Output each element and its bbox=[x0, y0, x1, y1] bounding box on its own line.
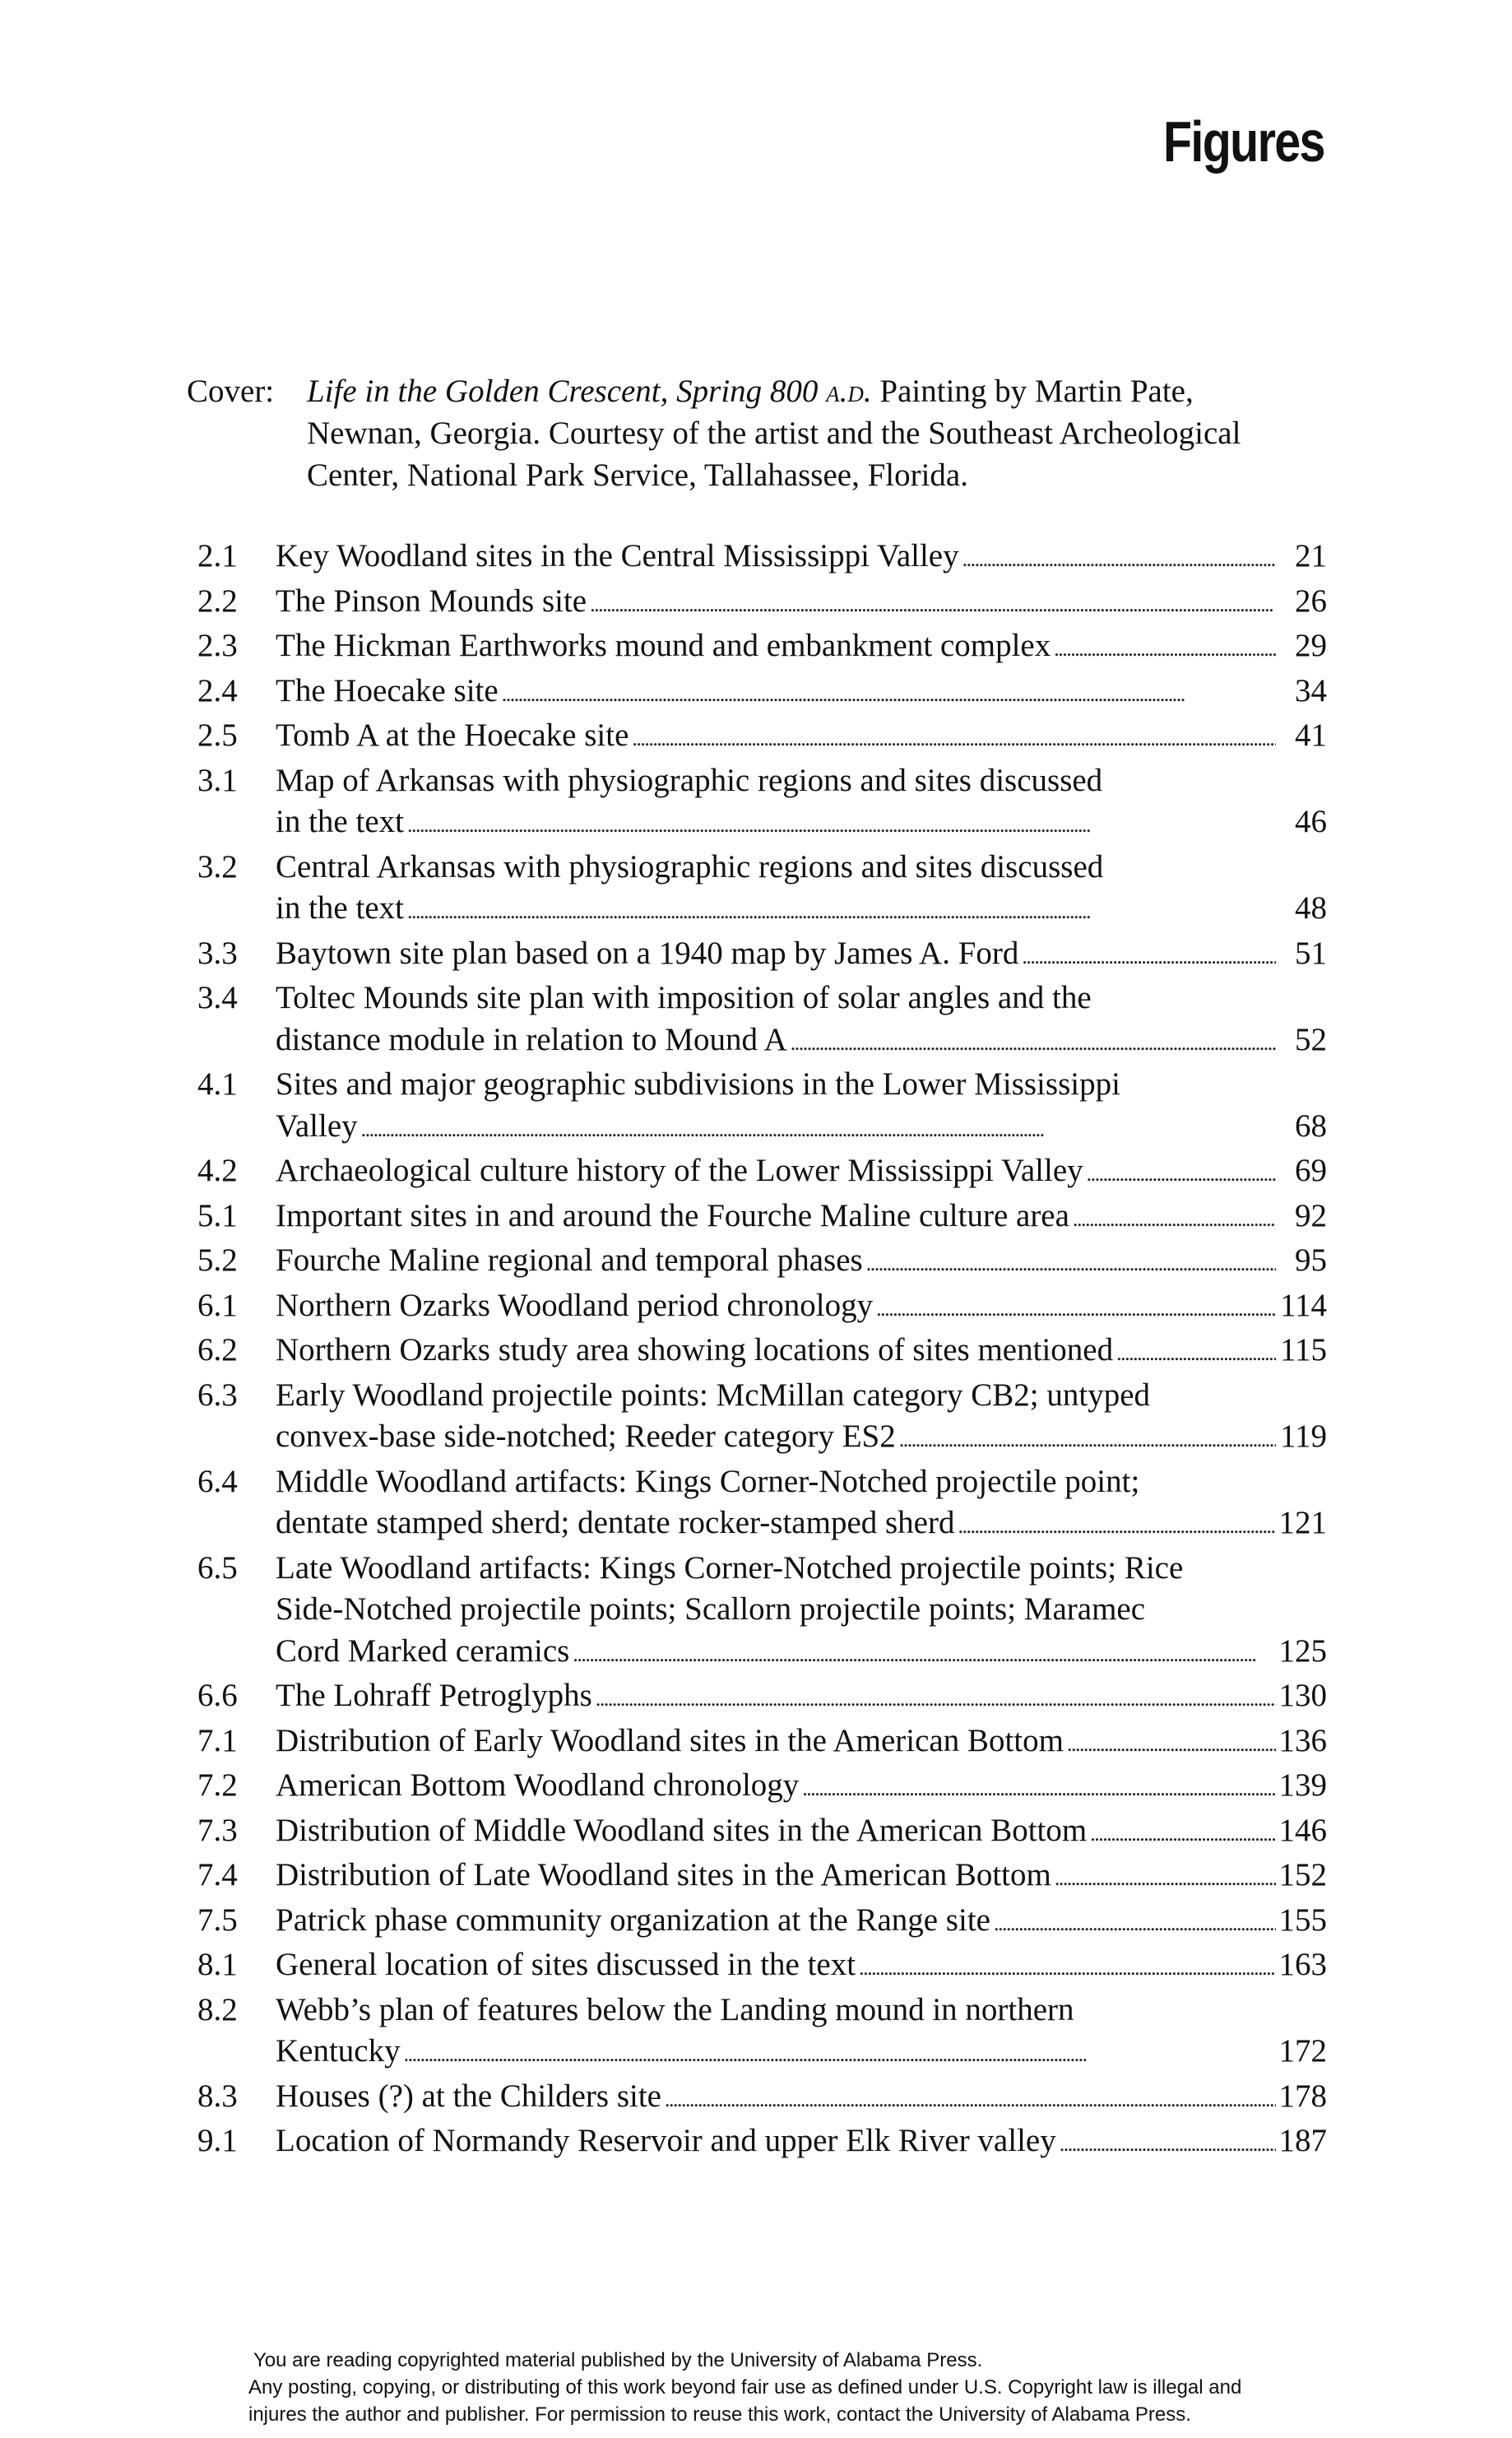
figure-caption bbox=[276, 1944, 1327, 1990]
figure-page-number: 130 bbox=[1278, 1678, 1327, 1713]
figure-caption bbox=[276, 1675, 1327, 1721]
figure-entry bbox=[197, 1855, 1327, 1900]
figure-caption-text: Early Woodland projectile points: McMillan category CB2; untyped bbox=[276, 1377, 1151, 1413]
figure-caption-line bbox=[276, 1900, 1327, 1945]
figure-page-number: 178 bbox=[1278, 2078, 1327, 2114]
figure-caption bbox=[276, 1196, 1327, 1241]
figure-caption-text: Houses (?) at the Childers site bbox=[276, 2078, 661, 2114]
figure-caption-text: Key Woodland sites in the Central Mississippi Valley bbox=[276, 538, 959, 574]
figure-caption bbox=[276, 1285, 1327, 1330]
dot-leader bbox=[859, 1944, 1275, 1990]
figure-entry bbox=[197, 1721, 1327, 1766]
figure-entry bbox=[197, 760, 1327, 847]
figure-number: 2.5 bbox=[197, 717, 238, 753]
figure-caption bbox=[276, 1330, 1327, 1375]
figure-caption-text: Middle Woodland artifacts: Kings Corner-Notched projectile point; bbox=[276, 1463, 1140, 1499]
figure-caption-text: dentate stamped sherd; dentate rocker-stamped sherd bbox=[276, 1505, 955, 1540]
figure-entry bbox=[197, 1990, 1327, 2076]
figure-caption-text: convex-base side-notched; Reeder category ES2 bbox=[276, 1419, 896, 1454]
figure-page-number: 29 bbox=[1295, 628, 1327, 663]
dot-leader bbox=[1054, 625, 1276, 671]
figure-caption-text: Northern Ozarks Woodland period chronology bbox=[276, 1287, 874, 1323]
figure-caption bbox=[276, 581, 1327, 626]
figure-caption-line bbox=[276, 1019, 1327, 1065]
figure-caption bbox=[276, 1810, 1327, 1855]
figure-page-number: 114 bbox=[1279, 1287, 1327, 1323]
figure-entry bbox=[197, 1548, 1327, 1676]
figure-number: 9.1 bbox=[197, 2123, 238, 2158]
figure-caption-line bbox=[276, 801, 1327, 847]
figure-number: 2.3 bbox=[197, 628, 238, 663]
figure-caption-line bbox=[276, 1589, 1327, 1631]
figure-page-number: 68 bbox=[1295, 1108, 1327, 1144]
figure-caption-line bbox=[276, 1106, 1327, 1151]
figure-caption bbox=[276, 715, 1327, 760]
dot-leader bbox=[1073, 1196, 1276, 1241]
figure-caption-text: The Hoecake site bbox=[276, 672, 499, 708]
figure-page-number: 92 bbox=[1295, 1197, 1327, 1233]
figure-caption-line bbox=[276, 1548, 1327, 1590]
dot-leader bbox=[958, 1502, 1275, 1548]
figure-caption-text: Sites and major geographic subdivisions in the Lower Mississippi bbox=[276, 1066, 1120, 1102]
dot-leader bbox=[665, 2076, 1276, 2121]
figure-caption-line bbox=[276, 2120, 1327, 2166]
figure-caption-line bbox=[276, 1721, 1327, 1766]
figure-caption-text: Patrick phase community organization at the Range site bbox=[276, 1902, 990, 1938]
figure-caption bbox=[276, 1150, 1327, 1196]
figure-number: 6.6 bbox=[197, 1678, 238, 1713]
figure-number: 6.4 bbox=[197, 1463, 238, 1499]
copyright-line: injures the author and publisher. For permission to reuse this work, contact the University of Alabama Press. bbox=[248, 2403, 1191, 2426]
figure-number: 3.4 bbox=[197, 980, 238, 1015]
figure-caption-text: The Lohraff Petroglyphs bbox=[276, 1678, 592, 1713]
figure-caption-text: Location of Normandy Reservoir and upper Elk River valley bbox=[276, 2123, 1056, 2158]
figure-number: 6.1 bbox=[197, 1287, 238, 1323]
figure-caption-line bbox=[276, 2076, 1327, 2121]
figure-caption-text: Baytown site plan based on a 1940 map by James A. Ford bbox=[276, 935, 1019, 971]
dot-leader bbox=[1055, 1855, 1276, 1900]
figure-entry bbox=[197, 1330, 1327, 1375]
figure-caption-text: Distribution of Early Woodland sites in the American Bottom bbox=[276, 1722, 1064, 1758]
figure-entry bbox=[197, 1461, 1327, 1548]
figure-entry bbox=[197, 1240, 1327, 1285]
copyright-line: Any posting, copying, or distributing of this work beyond fair use as defined under U.S. Copyright law is illegal and bbox=[248, 2376, 1242, 2399]
figure-caption-text: The Hickman Earthworks mound and embankment complex bbox=[276, 628, 1051, 663]
figure-caption-line bbox=[276, 1196, 1327, 1241]
figure-caption-text: Map of Arkansas with physiographic regions and sites discussed bbox=[276, 762, 1103, 798]
figure-entry bbox=[197, 671, 1327, 716]
figure-caption-text: Tomb A at the Hoecake site bbox=[276, 717, 629, 753]
figure-number: 7.3 bbox=[197, 1812, 238, 1848]
figure-page-number: 115 bbox=[1279, 1332, 1327, 1368]
figure-caption bbox=[276, 978, 1327, 1064]
dot-leader bbox=[866, 1240, 1276, 1285]
figure-number: 4.2 bbox=[197, 1153, 238, 1188]
cover-painting-title: Life in the Golden Crescent, Spring 800 bbox=[307, 374, 827, 409]
figure-list bbox=[197, 536, 1327, 2166]
figure-caption bbox=[276, 671, 1327, 716]
figure-caption-line bbox=[276, 581, 1327, 626]
figure-caption-text: Fourche Maline regional and temporal phases bbox=[276, 1242, 863, 1278]
figure-number: 2.4 bbox=[197, 672, 238, 708]
figure-caption-text: Important sites in and around the Fourche Maline culture area bbox=[276, 1197, 1069, 1233]
cover-era: a.d. bbox=[826, 374, 872, 409]
figure-page-number: 136 bbox=[1278, 1722, 1327, 1758]
dot-leader bbox=[962, 536, 1276, 581]
figure-number: 6.2 bbox=[197, 1332, 238, 1368]
figure-caption-text: Distribution of Middle Woodland sites in the American Bottom bbox=[276, 1812, 1088, 1848]
dot-leader bbox=[1087, 1150, 1276, 1196]
figure-number: 7.2 bbox=[197, 1767, 238, 1803]
figure-entry bbox=[197, 536, 1327, 581]
figure-page-number: 21 bbox=[1295, 538, 1327, 574]
figure-page-number: 121 bbox=[1278, 1505, 1327, 1540]
figure-caption-text: Valley bbox=[276, 1108, 358, 1144]
figure-caption-text: in the text bbox=[276, 890, 404, 926]
figure-number: 2.2 bbox=[197, 583, 238, 619]
figure-caption-line bbox=[276, 1375, 1327, 1417]
figure-number: 8.2 bbox=[197, 1991, 238, 2027]
figure-entry bbox=[197, 933, 1327, 978]
figure-entry bbox=[197, 1675, 1327, 1721]
figure-caption bbox=[276, 1548, 1327, 1676]
figure-entry bbox=[197, 1944, 1327, 1990]
figure-page-number: 172 bbox=[1278, 2033, 1327, 2069]
dot-leader bbox=[632, 715, 1276, 760]
cover-credit-line: Newnan, Georgia. Courtesy of the artist and the Southeast Archeological bbox=[307, 416, 1241, 451]
figure-caption-text: Webb’s plan of features below the Landing mound in northern bbox=[276, 1991, 1074, 2027]
figure-entry bbox=[197, 1150, 1327, 1196]
figure-entry bbox=[197, 847, 1327, 933]
figure-caption-line bbox=[276, 536, 1327, 581]
figure-page-number: 51 bbox=[1295, 935, 1327, 971]
figure-caption-line bbox=[276, 1675, 1327, 1721]
figure-page-number: 119 bbox=[1279, 1419, 1327, 1454]
figure-caption-line bbox=[276, 1765, 1327, 1810]
figure-caption-line bbox=[276, 1944, 1327, 1990]
figure-page-number: 48 bbox=[1295, 890, 1327, 926]
dot-leader bbox=[1022, 933, 1276, 978]
figure-page-number: 95 bbox=[1295, 1242, 1327, 1278]
figure-caption-text: The Pinson Mounds site bbox=[276, 583, 587, 619]
figure-entry bbox=[197, 978, 1327, 1064]
figure-entry bbox=[197, 1064, 1327, 1150]
figure-number: 7.5 bbox=[197, 1902, 238, 1938]
figure-number: 6.3 bbox=[197, 1377, 238, 1413]
cover-label: Cover: bbox=[187, 374, 275, 409]
figure-caption-text: Archaeological culture history of the Lower Mississippi Valley bbox=[276, 1153, 1083, 1188]
figure-caption-line bbox=[276, 1285, 1327, 1330]
figure-number: 6.5 bbox=[197, 1549, 238, 1586]
dot-leader bbox=[1060, 2120, 1276, 2166]
figure-number: 3.2 bbox=[197, 848, 238, 885]
dot-leader bbox=[502, 671, 1276, 716]
figure-caption-line bbox=[276, 1416, 1327, 1461]
figure-caption-text: Central Arkansas with physiographic regions and sites discussed bbox=[276, 848, 1104, 885]
figure-page-number: 187 bbox=[1278, 2123, 1327, 2158]
figure-caption bbox=[276, 1240, 1327, 1285]
figure-entry bbox=[197, 581, 1327, 626]
figure-entry bbox=[197, 625, 1327, 671]
dot-leader bbox=[573, 1631, 1275, 1676]
cover-description bbox=[307, 370, 1335, 496]
figure-page-number: 152 bbox=[1278, 1857, 1327, 1892]
figure-caption bbox=[276, 1375, 1327, 1461]
figure-caption-line bbox=[276, 1150, 1327, 1196]
figure-caption-text: Side-Notched projectile points; Scallorn projectile points; Maramec bbox=[276, 1591, 1146, 1627]
figure-caption-text: Northern Ozarks study area showing locations of sites mentioned bbox=[276, 1332, 1114, 1368]
figure-number: 7.4 bbox=[197, 1857, 238, 1892]
figure-page-number: 52 bbox=[1295, 1021, 1327, 1057]
figure-caption-line bbox=[276, 2031, 1327, 2076]
figure-caption bbox=[276, 1064, 1327, 1150]
figure-caption-line bbox=[276, 1330, 1327, 1375]
figure-caption-line bbox=[276, 1855, 1327, 1900]
figure-caption-line bbox=[276, 1064, 1327, 1106]
figure-entry bbox=[197, 1285, 1327, 1330]
figure-caption-line bbox=[276, 1461, 1327, 1503]
figure-page-number: 69 bbox=[1295, 1153, 1327, 1188]
dot-leader bbox=[407, 801, 1276, 847]
dot-leader bbox=[1116, 1330, 1276, 1375]
figure-caption-text: General location of sites discussed in the text bbox=[276, 1947, 856, 1982]
figure-caption bbox=[276, 1990, 1327, 2076]
copyright-notice bbox=[248, 2347, 1400, 2428]
figure-page-number: 26 bbox=[1295, 583, 1327, 619]
figure-caption-line bbox=[276, 1631, 1327, 1676]
dot-leader bbox=[802, 1765, 1275, 1810]
figure-caption-line bbox=[276, 933, 1327, 978]
figure-caption-line bbox=[276, 671, 1327, 716]
figure-caption-line bbox=[276, 760, 1327, 802]
figure-caption-line bbox=[276, 1502, 1327, 1548]
figure-entry bbox=[197, 1196, 1327, 1241]
dot-leader bbox=[1090, 1810, 1275, 1855]
figure-number: 5.2 bbox=[197, 1242, 238, 1278]
copyright-line: You are reading copyrighted material published by the University of Alabama Press. bbox=[253, 2349, 983, 2371]
figure-caption-line bbox=[276, 978, 1327, 1019]
dot-leader bbox=[404, 2031, 1276, 2076]
figure-page-number: 139 bbox=[1278, 1767, 1327, 1803]
figure-entry bbox=[197, 1900, 1327, 1945]
figure-number: 8.1 bbox=[197, 1947, 238, 1982]
figure-caption bbox=[276, 1900, 1327, 1945]
figure-page-number: 41 bbox=[1295, 717, 1327, 753]
dot-leader bbox=[899, 1416, 1276, 1461]
dot-leader bbox=[791, 1019, 1276, 1065]
figure-caption-text: Kentucky bbox=[276, 2033, 401, 2069]
figure-caption-text: Toltec Mounds site plan with imposition of solar angles and the bbox=[276, 980, 1092, 1015]
figure-page-number: 125 bbox=[1278, 1632, 1327, 1669]
figure-number: 4.1 bbox=[197, 1066, 238, 1102]
figure-caption bbox=[276, 2120, 1327, 2166]
figure-caption-line bbox=[276, 1990, 1327, 2032]
cover-credit-line: Painting by Martin Pate, bbox=[871, 374, 1194, 409]
figure-caption-text: distance module in relation to Mound A bbox=[276, 1021, 787, 1057]
figure-number: 3.1 bbox=[197, 762, 238, 798]
page-title: Figures bbox=[1163, 109, 1324, 174]
figure-caption-text: Late Woodland artifacts: Kings Corner-Notched projectile points; Rice bbox=[276, 1549, 1184, 1586]
figure-entry bbox=[197, 1375, 1327, 1461]
figure-caption-line bbox=[276, 1810, 1327, 1855]
dot-leader bbox=[361, 1106, 1276, 1151]
dot-leader bbox=[1067, 1721, 1275, 1766]
dot-leader bbox=[876, 1285, 1276, 1330]
dot-leader bbox=[994, 1900, 1276, 1945]
figure-number: 8.3 bbox=[197, 2078, 238, 2114]
figure-caption-line bbox=[276, 1240, 1327, 1285]
figure-caption bbox=[276, 760, 1327, 847]
figure-entry bbox=[197, 1765, 1327, 1810]
dot-leader bbox=[407, 888, 1276, 933]
figure-number: 3.3 bbox=[197, 935, 238, 971]
figure-page-number: 163 bbox=[1278, 1947, 1327, 1982]
figure-number: 2.1 bbox=[197, 538, 238, 574]
figure-caption-text: American Bottom Woodland chronology bbox=[276, 1767, 800, 1803]
figure-number: 5.1 bbox=[197, 1197, 238, 1233]
figure-caption bbox=[276, 847, 1327, 933]
figure-caption bbox=[276, 1855, 1327, 1900]
figure-page-number: 155 bbox=[1278, 1902, 1327, 1938]
figure-caption-line bbox=[276, 715, 1327, 760]
figure-caption bbox=[276, 625, 1327, 671]
figure-entry bbox=[197, 2120, 1327, 2166]
figure-page-number: 46 bbox=[1295, 804, 1327, 839]
figure-caption bbox=[276, 1461, 1327, 1548]
figure-entry bbox=[197, 715, 1327, 760]
figure-number: 7.1 bbox=[197, 1722, 238, 1758]
figure-caption-line bbox=[276, 625, 1327, 671]
dot-leader bbox=[596, 1675, 1276, 1721]
figure-caption bbox=[276, 2076, 1327, 2121]
figure-caption bbox=[276, 933, 1327, 978]
figure-caption-text: Cord Marked ceramics bbox=[276, 1632, 570, 1669]
figure-entry bbox=[197, 2076, 1327, 2121]
figure-caption bbox=[276, 1765, 1327, 1810]
figure-caption-line bbox=[276, 888, 1327, 933]
cover-credit-line: Center, National Park Service, Tallahassee, Florida. bbox=[307, 457, 968, 493]
figure-entry bbox=[197, 1810, 1327, 1855]
figure-caption bbox=[276, 536, 1327, 581]
dot-leader bbox=[590, 581, 1276, 626]
figure-caption-text: in the text bbox=[276, 804, 404, 839]
figure-page-number: 146 bbox=[1278, 1812, 1327, 1848]
figure-caption-text: Distribution of Late Woodland sites in the American Bottom bbox=[276, 1857, 1051, 1892]
figure-caption-line bbox=[276, 847, 1327, 889]
figure-caption bbox=[276, 1721, 1327, 1766]
figure-page-number: 34 bbox=[1295, 672, 1327, 708]
